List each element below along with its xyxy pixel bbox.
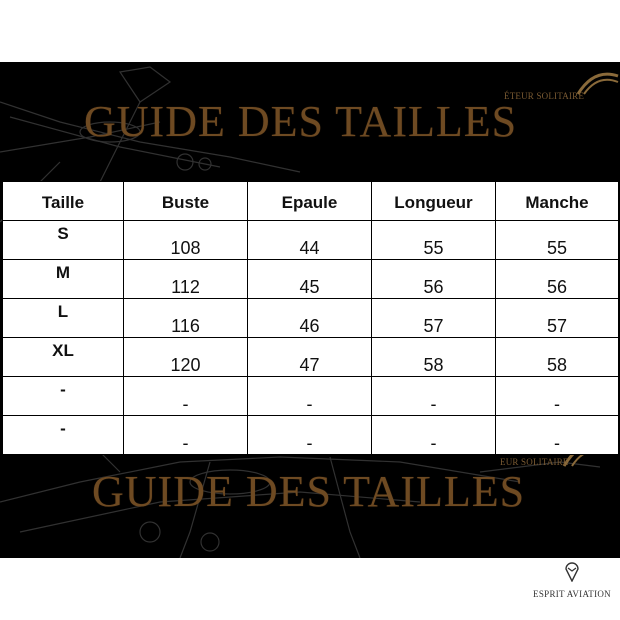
- manche-cell: 58: [496, 338, 619, 377]
- buste-cell: -: [124, 416, 248, 455]
- header-taille: Taille: [3, 182, 124, 221]
- size-chart-table: [2, 181, 619, 455]
- size-cell: L: [3, 299, 124, 338]
- epaule-cell: -: [248, 416, 372, 455]
- buste-cell: 120: [124, 338, 248, 377]
- table-header-row: [3, 182, 619, 221]
- esprit-aviation-logo: [532, 560, 612, 599]
- buste-cell: 112: [124, 260, 248, 299]
- manche-cell: 57: [496, 299, 619, 338]
- longueur-cell: -: [372, 416, 496, 455]
- table-row: [3, 416, 619, 455]
- logo-text: ESPRIT AVIATION: [533, 589, 611, 599]
- size-guide-title-top: GUIDE DES TAILLES: [84, 97, 518, 146]
- buste-cell: 116: [124, 299, 248, 338]
- table-row: [3, 260, 619, 299]
- manche-cell: 55: [496, 221, 619, 260]
- table-row: [3, 299, 619, 338]
- buste-cell: -: [124, 377, 248, 416]
- epaule-cell: 45: [248, 260, 372, 299]
- size-cell: M: [3, 260, 124, 299]
- header-longueur: Longueur: [372, 182, 496, 221]
- brand-name-bottom: EUR SOLITAIRE: [500, 457, 569, 467]
- size-cell: XL: [3, 338, 124, 377]
- brand-name-top: ÉTEUR SOLITAIRE: [504, 91, 585, 101]
- longueur-cell: 58: [372, 338, 496, 377]
- size-cell: -: [3, 377, 124, 416]
- wings-pin-icon: [563, 560, 581, 582]
- longueur-cell: 56: [372, 260, 496, 299]
- header-epaule: Epaule: [248, 182, 372, 221]
- table-row: [3, 377, 619, 416]
- table-row: [3, 338, 619, 377]
- table-row: [3, 221, 619, 260]
- header-manche: Manche: [496, 182, 619, 221]
- header-buste: Buste: [124, 182, 248, 221]
- epaule-cell: 44: [248, 221, 372, 260]
- manche-cell: -: [496, 416, 619, 455]
- size-cell: S: [3, 221, 124, 260]
- size-guide-title-bottom: GUIDE DES TAILLES: [92, 467, 526, 516]
- longueur-cell: -: [372, 377, 496, 416]
- longueur-cell: 55: [372, 221, 496, 260]
- epaule-cell: 47: [248, 338, 372, 377]
- size-cell: -: [3, 416, 124, 455]
- longueur-cell: 57: [372, 299, 496, 338]
- epaule-cell: 46: [248, 299, 372, 338]
- manche-cell: -: [496, 377, 619, 416]
- manche-cell: 56: [496, 260, 619, 299]
- buste-cell: 108: [124, 221, 248, 260]
- epaule-cell: -: [248, 377, 372, 416]
